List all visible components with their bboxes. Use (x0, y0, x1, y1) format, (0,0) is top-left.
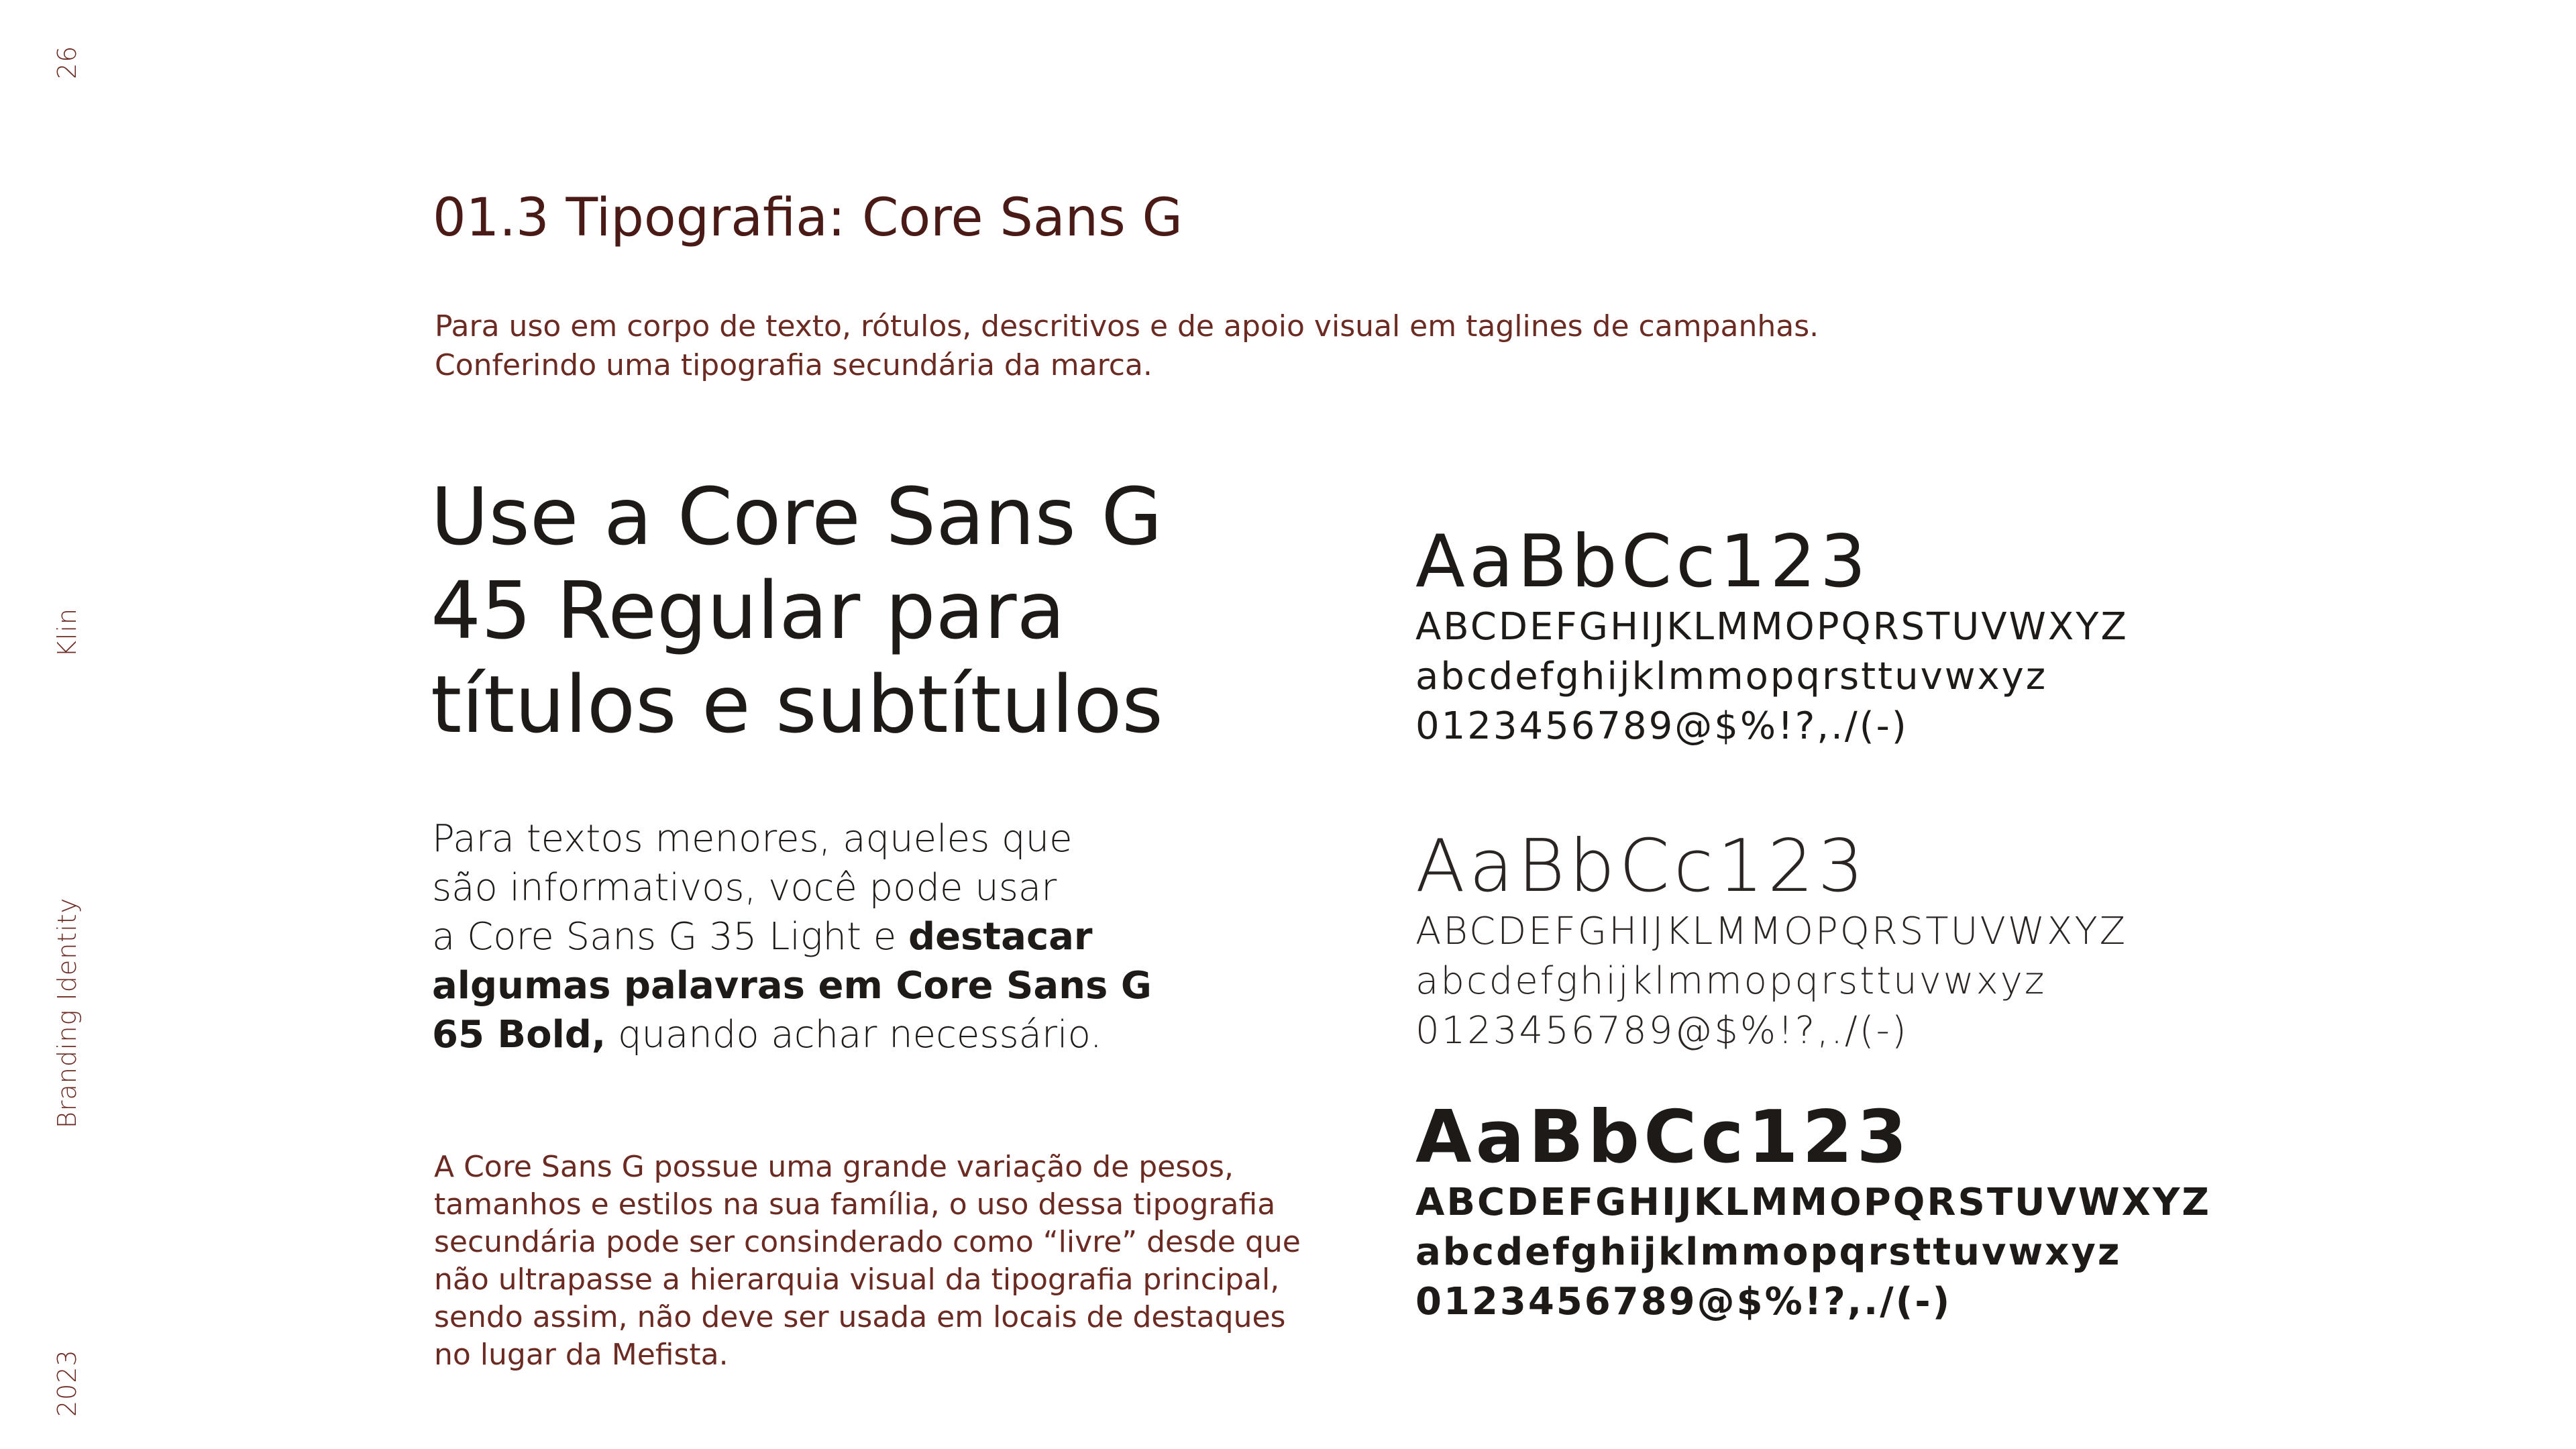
headline-line: títulos e subtítulos (431, 658, 1163, 751)
page-number: 26 (52, 45, 82, 79)
specimen-numerals: 0123456789@$%!?,./(-) (1415, 1280, 1952, 1324)
note-line: no lugar da Mefista. (434, 1338, 729, 1372)
specimen-numerals: 0123456789@$%!?,./(-) (1415, 704, 1909, 748)
specimen-numerals: 0123456789@$%!?,./(-) (1415, 1009, 1909, 1053)
body-text (432, 814, 1152, 1059)
specimen-sample: AaBbCc123 (1415, 824, 1868, 908)
body-line (432, 961, 1152, 1010)
section-label: Branding Identity (52, 897, 82, 1128)
headline-line: Use a Core Sans G (431, 470, 1163, 563)
note-line: secundária pode ser consinderado como “livre” desde que (434, 1225, 1301, 1259)
year-label: 2023 (52, 1349, 82, 1417)
intro-line: Para uso em corpo de texto, rótulos, descritivos e de apoio visual em taglines de campanhas. (435, 309, 1819, 343)
specimen-lowercase: abcdefghijklmmopqrsttuvwxyz (1415, 959, 2047, 1003)
brand-label: Klin (52, 607, 82, 657)
intro-text (435, 307, 1819, 385)
specimen-lowercase: abcdefghijklmmopqrsttuvwxyz (1415, 1230, 2122, 1274)
page-title: 01.3 Tipografia: Core Sans G (433, 188, 1183, 248)
headline-line: 45 Regular para (431, 564, 1065, 657)
headline (431, 470, 1163, 751)
specimen-uppercase: ABCDEFGHIJKLMMOPQRSTUVWXYZ (1415, 605, 2129, 649)
body-regular-text: a Core Sans G 35 Light e (432, 915, 908, 959)
specimen-uppercase: ABCDEFGHIJKLMMOPQRSTUVWXYZ (1415, 910, 2128, 953)
specimen-regular (1415, 522, 2129, 751)
specimen-bold (1415, 1097, 2211, 1327)
specimen-sample: AaBbCc123 (1415, 1095, 1911, 1179)
body-bold-text: 65 Bold, (432, 1013, 606, 1057)
specimen-light (1415, 826, 2127, 1056)
specimen-sample: AaBbCc123 (1415, 520, 1870, 604)
note-text (434, 1148, 1301, 1374)
body-line (432, 1010, 1152, 1059)
note-line: não ultrapasse a hierarquia visual da tipografia principal, (434, 1263, 1280, 1297)
body-regular-text: quando achar necessário. (606, 1013, 1102, 1057)
specimen-uppercase: ABCDEFGHIJKLMMOPQRSTUVWXYZ (1415, 1181, 2211, 1224)
body-line (432, 912, 1152, 961)
body-bold-text: destacar (908, 915, 1093, 959)
intro-line: Conferindo uma tipografia secundária da marca. (435, 348, 1152, 382)
body-bold-text: algumas palavras em Core Sans G (432, 964, 1152, 1008)
note-line: sendo assim, não deve ser usada em locais de destaques (434, 1300, 1286, 1334)
specimen-lowercase: abcdefghijklmmopqrsttuvwxyz (1415, 655, 2048, 698)
body-line: são informativos, você pode usar (432, 866, 1057, 910)
body-line: Para textos menores, aqueles que (432, 817, 1073, 861)
note-line: A Core Sans G possue uma grande variação de pesos, (434, 1150, 1234, 1184)
note-line: tamanhos e estilos na sua família, o uso dessa tipografia (434, 1187, 1276, 1222)
